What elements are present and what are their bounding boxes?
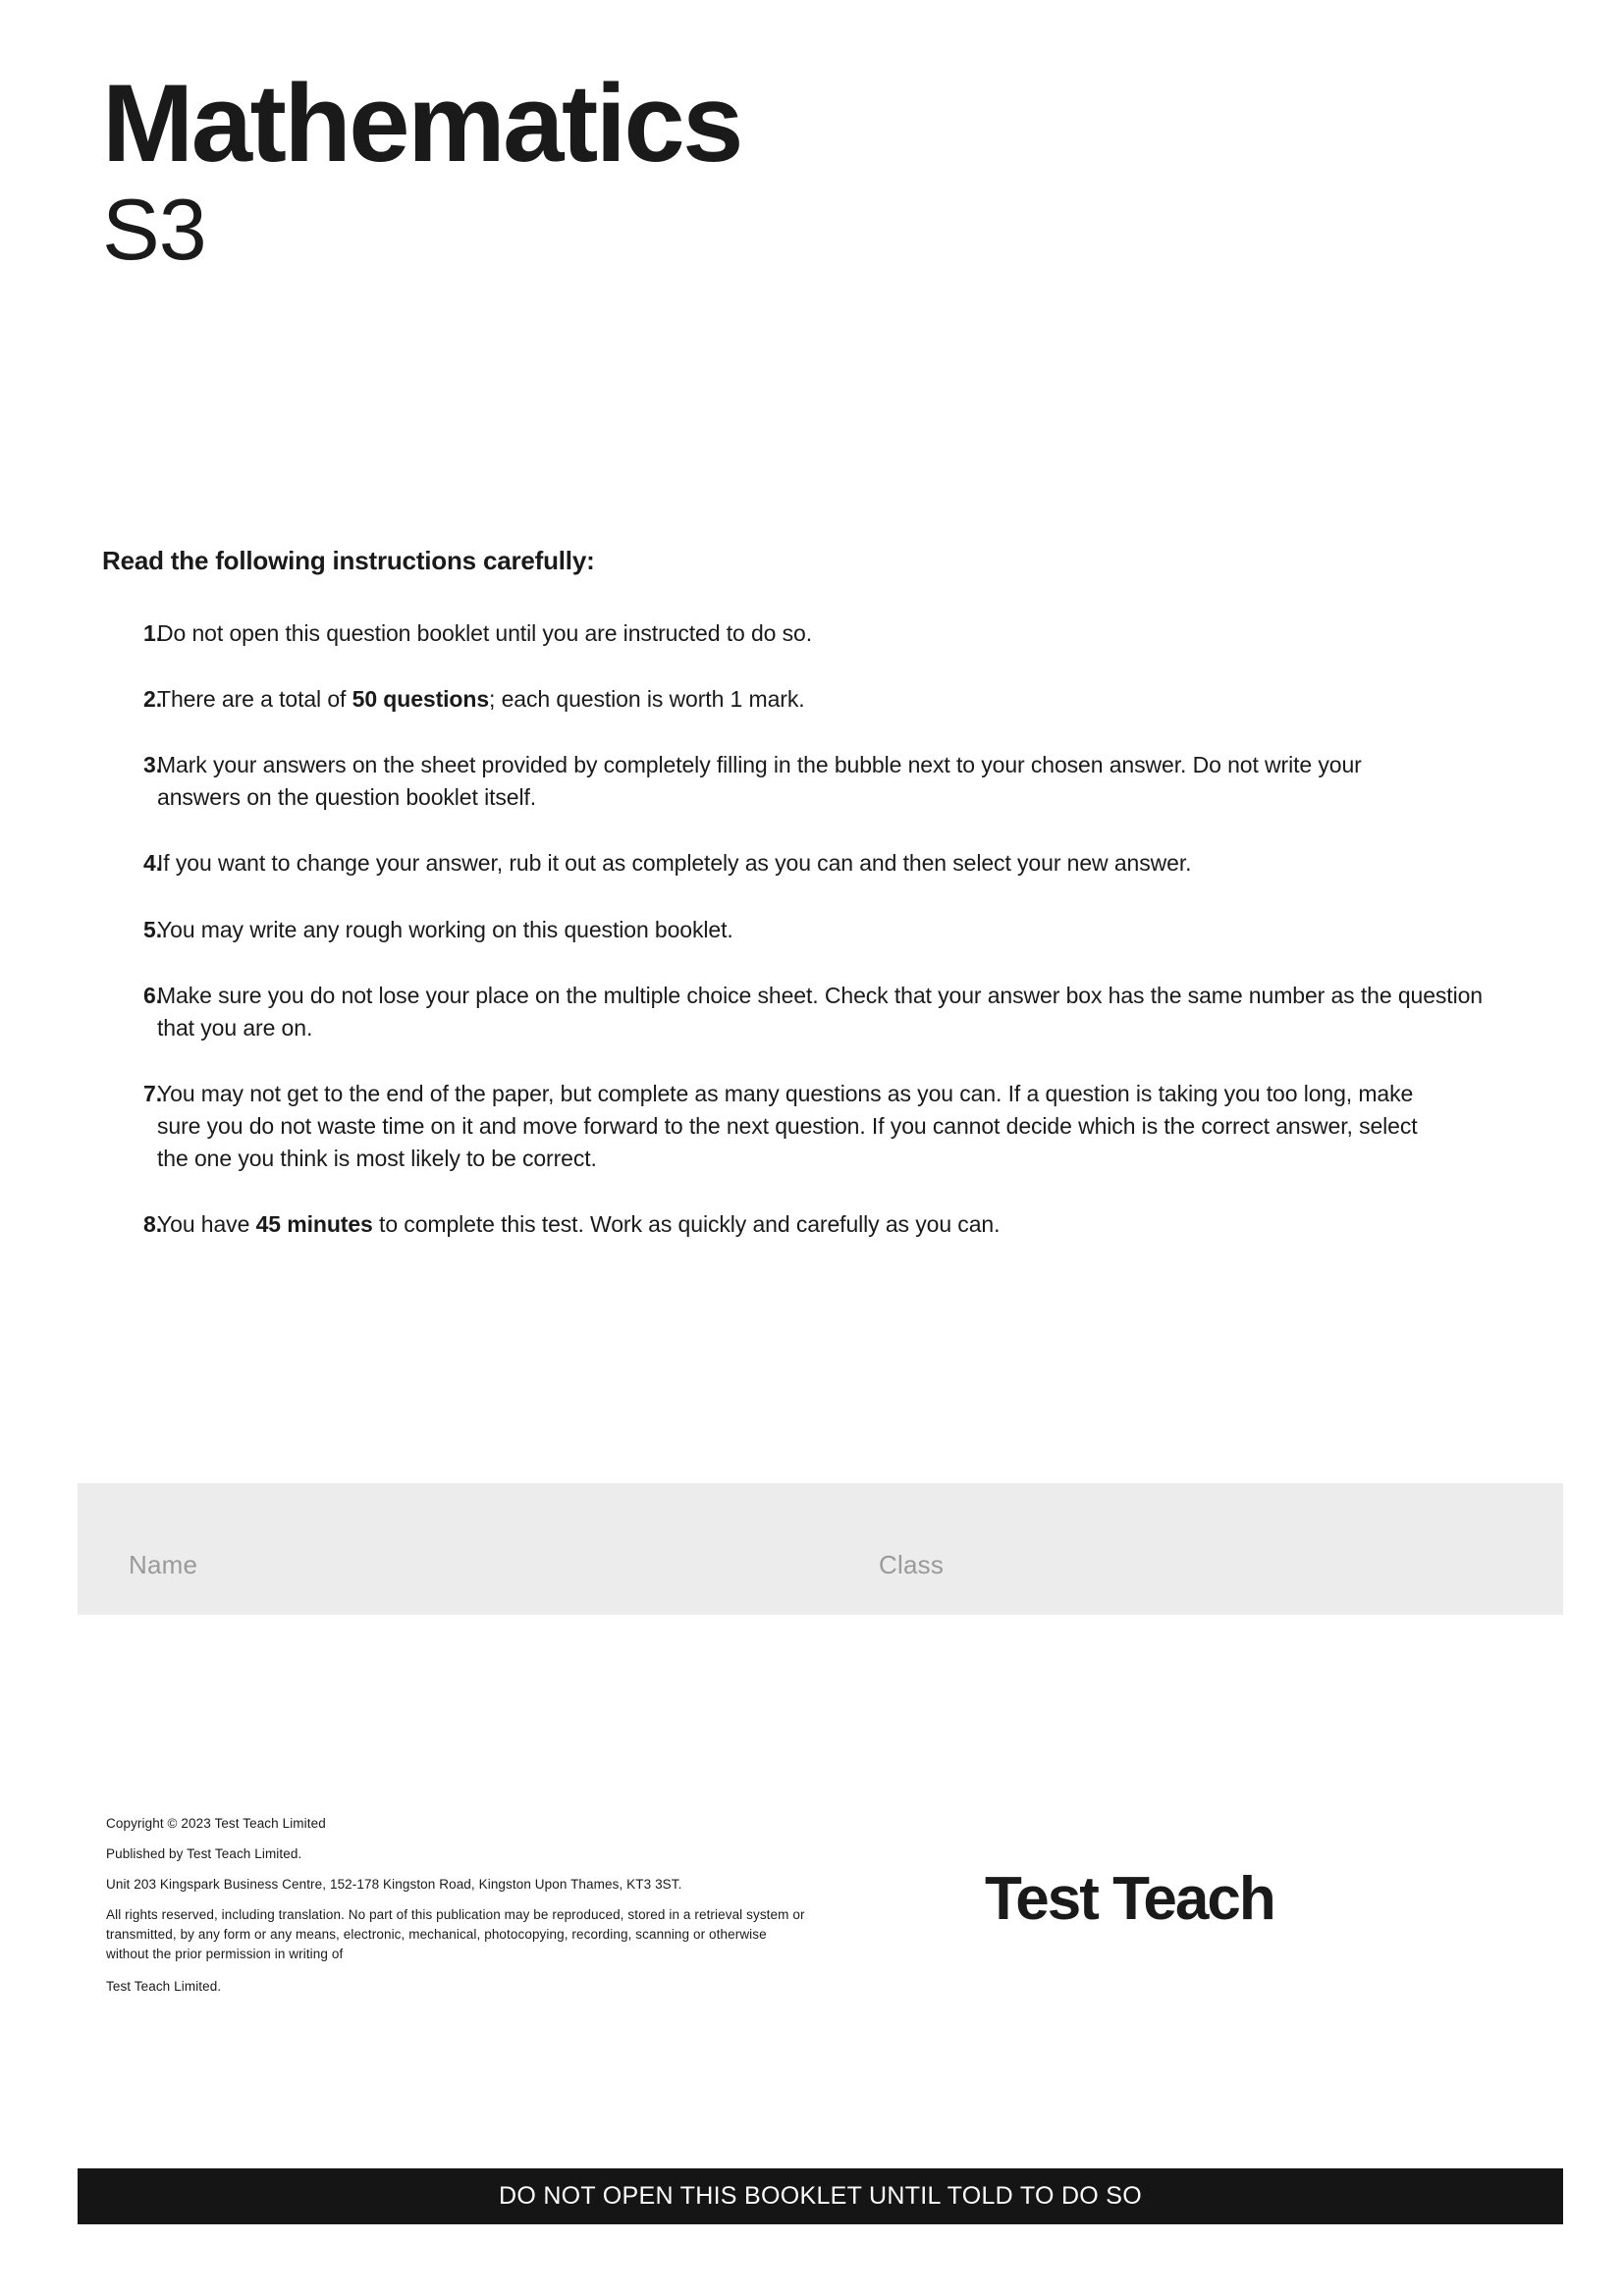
list-item-text-emphasis: 50 questions: [352, 686, 490, 713]
warning-banner: [78, 2168, 1563, 2224]
list-item-text-tail: to complete this test. Work as quickly and carefully as you can.: [372, 1211, 1001, 1238]
warning-banner-text: DO NOT OPEN THIS BOOKLET UNTIL TOLD TO DO SO: [498, 2182, 1143, 2210]
list-item-text-lead: You have: [157, 1211, 256, 1238]
page-title: Mathematics: [102, 62, 741, 185]
list-item-number: 2.: [143, 686, 163, 713]
list-item-number: 1.: [143, 620, 163, 646]
copyright-block: [106, 1814, 813, 2009]
instructions-list: [102, 617, 1522, 1241]
list-item-number: 5.: [143, 916, 163, 942]
list-item-text: [149, 683, 1375, 716]
publisher-line: Published by Test Teach Limited.: [106, 1846, 302, 1862]
list-item: [102, 1208, 1522, 1241]
instructions-section: [102, 546, 1522, 1274]
list-item-number: 7.: [143, 1080, 163, 1106]
copyright-line: Copyright © 2023 Test Teach Limited: [106, 1816, 326, 1831]
list-item-text: You may not get to the end of the paper, but complete as many questions as you can. If a question is taking you too long, make sure you do not waste time on it and move forward to the next question. If you cannot decide which is the correct answer, select the one you think is most likely to be correct.: [157, 1080, 1418, 1172]
list-item-text: Make sure you do not lose your place on the multiple choice sheet. Check that your answer box has the same number as the question that you are on.: [157, 982, 1483, 1041]
list-item: [102, 980, 1522, 1044]
list-item: [102, 1078, 1522, 1175]
list-item-text: Do not open this question booklet until you are instructed to do so.: [157, 620, 813, 646]
test-teach-logo: Test Teach: [985, 1865, 1274, 1933]
list-item-text: Mark your answers on the sheet provided by completely filling in the bubble next to your chosen answer. Do not write your answers on the question booklet itself.: [157, 752, 1362, 811]
rights-tail-line: Test Teach Limited.: [106, 1978, 222, 1994]
list-item-number: 8.: [143, 1211, 163, 1238]
list-item: [102, 749, 1522, 814]
list-item-text-emphasis: 45 minutes: [255, 1211, 373, 1238]
student-details-panel[interactable]: [78, 1483, 1563, 1615]
page-subtitle: S3: [102, 181, 206, 278]
list-item: [102, 847, 1522, 880]
list-item: [102, 683, 1522, 716]
name-field-label[interactable]: Name: [129, 1550, 198, 1579]
list-item-number: 4.: [143, 850, 163, 877]
list-item: [102, 617, 1522, 650]
list-item-text-lead: There are a total of: [157, 686, 352, 713]
title-block: [102, 62, 741, 278]
rights-paragraph: All rights reserved, including translation. No part of this publication may be reproduced, stored in a retrieval system or transmitted, by any form or any means, electronic, mechanical, photocopying, recording, scanning or otherwise without the prior permission in writing of: [106, 1907, 805, 1961]
list-item-text: If you want to change your answer, rub it out as completely as you can and then select your new answer.: [157, 850, 1192, 877]
list-item-number: 3.: [143, 752, 163, 778]
address-line: Unit 203 Kingspark Business Centre, 152-178 Kingston Road, Kingston Upon Thames, KT3 3ST.: [106, 1877, 682, 1893]
list-item-text: [149, 1208, 1492, 1241]
list-item-number: 6.: [143, 982, 163, 1008]
list-item-text: You may write any rough working on this question booklet.: [157, 916, 733, 942]
list-item-text-tail: ; each question is worth 1 mark.: [489, 686, 805, 713]
list-item: [102, 914, 1522, 946]
instructions-heading: Read the following instructions carefully:: [102, 546, 595, 575]
class-field-label[interactable]: Class: [879, 1550, 945, 1579]
